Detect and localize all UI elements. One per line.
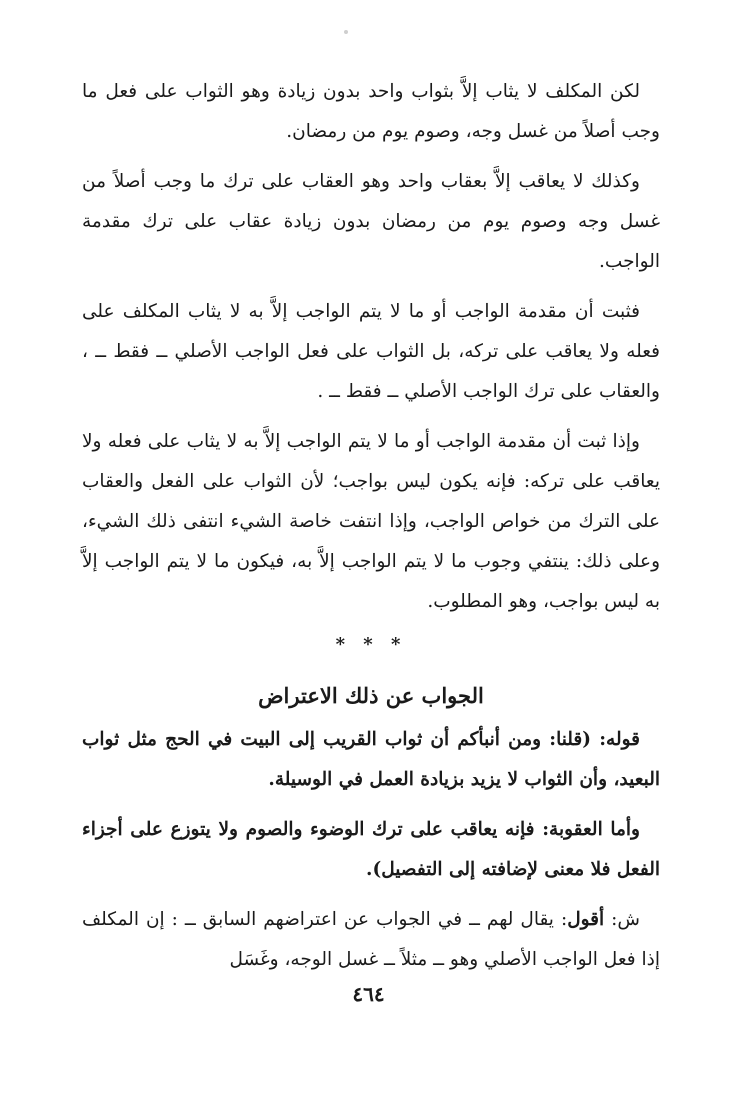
paragraph-2: وكذلك لا يعاقب إلاَّ بعقاب واحد وهو العقاب على ترك ما وجب أصلاً من غسل وجه وصوم يوم من رمضان بدون زيادة عقاب على ترك مقدمة الواجب. [82, 171, 660, 272]
answer-text: : يقال لهم ــ في الجواب عن اعتراضهم السابق ــ : إن المكلف إذا فعل الواجب الأصلي وهو ــ مثلاً ــ غسل الوجه، وغَسَل [82, 909, 660, 970]
section-separator: * * * [335, 634, 407, 655]
quote-paragraph-2: وأما العقوبة: فإنه يعاقب على ترك الوضوء والصوم ولا يتوزع على أجزاء الفعل فلا معنى لإضافته إلى التفصيل). [82, 819, 660, 880]
answer-paragraph [82, 900, 660, 980]
answer-prefix: ش: [604, 909, 640, 930]
page-number: ٤٦٤ [352, 982, 385, 1006]
answer-lead: أقول [567, 909, 605, 930]
paragraph-3: فثبت أن مقدمة الواجب أو ما لا يتم الواجب إلاَّ به لا يثاب المكلف على فعله ولا يعاقب على تركه، بل الثواب على فعل الواجب الأصلي ــ فقط ــ ، والعقاب على ترك الواجب الأصلي ــ فقط ــ . [82, 301, 660, 402]
paragraph-4: وإذا ثبت أن مقدمة الواجب أو ما لا يتم الواجب إلاَّ به لا يثاب على فعله ولا يعاقب على تركه: فإنه يكون ليس بواجب؛ لأن الثواب على الفعل والعقاب على الترك من خواص الواجب، وإذا انتفت خاصة الشيء انتفى ذلك الشيء، وعلى ذلك: ينتفي وجوب ما لا يتم الواجب إلاَّ به، فيكون ما لا يتم الواجب إلاَّ به ليس بواجب، وهو المطلوب. [82, 431, 660, 612]
quote-paragraph-1: قوله: (قلنا: ومن أنبأكم أن ثواب القريب إلى البيت في الحج مثل ثواب البعيد، وأن الثواب لا يزيد بزيادة العمل في الوسيلة. [82, 729, 660, 790]
page-body [82, 72, 660, 980]
scan-speck [344, 30, 348, 34]
section-heading: الجواب عن ذلك الاعتراض [258, 683, 484, 708]
paragraph-1: لكن المكلف لا يثاب إلاَّ بثواب واحد بدون زيادة وهو الثواب على فعل ما وجب أصلاً من غسل وجه، وصوم يوم من رمضان. [82, 81, 660, 142]
